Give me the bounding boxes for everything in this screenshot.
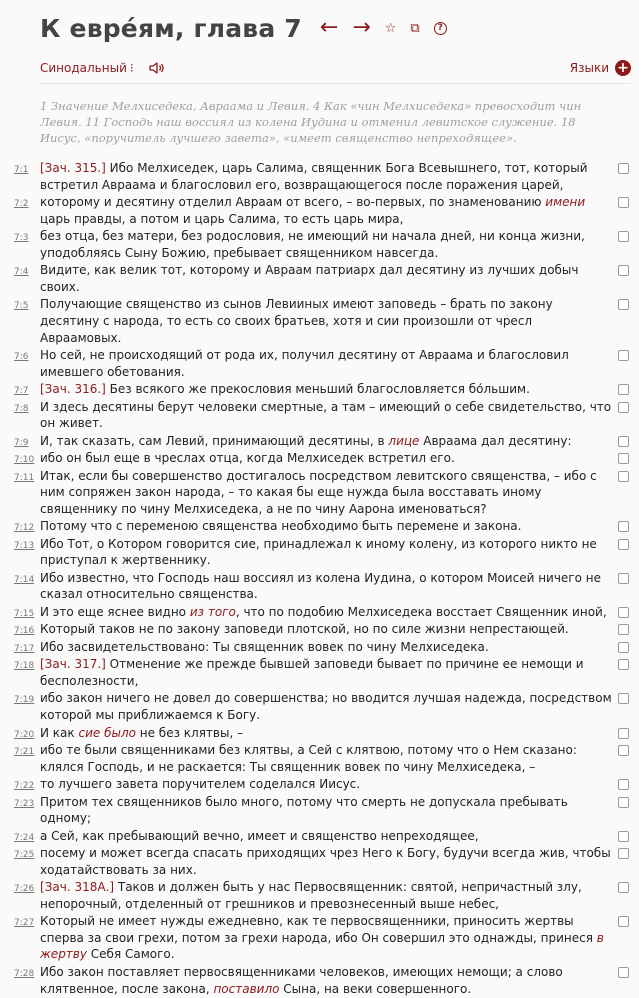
verse-row xyxy=(0,518,639,535)
verse-text-segment: без отца, без матери, без родословия, не имеющий ни начала дней, ни конца жизни, уподобляясь Сыну Божию, пребывает священником навсегда. xyxy=(40,229,585,260)
verse-text xyxy=(40,348,569,379)
verse-row xyxy=(0,570,639,603)
verse-number-link[interactable]: 7:20 xyxy=(14,729,35,740)
verse-row xyxy=(0,913,639,963)
verse-select-checkbox[interactable] xyxy=(618,163,629,174)
verse-number-link[interactable]: 7:27 xyxy=(14,918,35,929)
verse-row xyxy=(0,381,639,398)
chapter-summary: 1 Значение Мелхиседека, Авраама и Левия. 4 Как «чин Мелхиседека» превосходит чин Левия. 11 Господь наш воссиял из колена Иудина и отменил левитское служение. 18 Иисус, «поручитель лучшего завета», «имеет священство непреходящее». xyxy=(40,99,582,145)
verse-select-checkbox[interactable] xyxy=(618,607,629,618)
verse-text xyxy=(40,519,521,533)
verse-number-link[interactable]: 7:12 xyxy=(14,523,35,534)
verse-row xyxy=(0,262,639,295)
verse-select-checkbox[interactable] xyxy=(618,745,629,756)
verse-row xyxy=(0,296,639,346)
verse-select-checkbox[interactable] xyxy=(618,882,629,893)
verse-text xyxy=(40,965,563,996)
bookmark-star-icon[interactable]: ☆ xyxy=(384,20,397,36)
verse-row xyxy=(0,690,639,723)
verse-row xyxy=(0,656,639,689)
verse-number-link[interactable]: 7:22 xyxy=(14,781,35,792)
verse-number-link[interactable]: 7:6 xyxy=(14,351,29,362)
verse-text-segment: Итак, если бы совершенство достигалось посредством левитского священства, – ибо с ним сопряжен закон народа, – то какая бы еще нужда была восставать иному священнику по чину Мелхиседека, а не по чину Аарона именоваться? xyxy=(40,468,597,516)
verse-text xyxy=(40,469,597,516)
verse-row xyxy=(0,347,639,380)
verse-text xyxy=(40,263,579,294)
translation-menu-icon[interactable]: ⁝ xyxy=(129,61,134,75)
verse-text-segment: ибо те были священниками без клятвы, а Сей с клятвою, потому что о Нем сказано: клялся Господь, и не раскается: Ты священник вовек по чину Мелхиседека, – xyxy=(40,743,577,774)
verse-row xyxy=(0,433,639,450)
verse-row xyxy=(0,639,639,656)
verse-row xyxy=(0,160,639,193)
verse-number-link[interactable]: 7:17 xyxy=(14,643,35,654)
verse-select-checkbox[interactable] xyxy=(618,779,629,790)
verse-text xyxy=(40,400,611,431)
verse-text xyxy=(40,622,569,636)
verse-select-checkbox[interactable] xyxy=(618,539,629,550)
verse-text xyxy=(40,691,612,722)
speaker-icon[interactable] xyxy=(148,61,166,75)
verse-number-link[interactable]: 7:10 xyxy=(14,455,35,466)
next-chapter-icon[interactable]: → xyxy=(352,15,371,40)
verse-text-segment: Без всякого же прекословия меньший благословляется бо́льшим. xyxy=(105,382,530,397)
reading-marker: [Зач. 316.] xyxy=(40,382,106,397)
verse-select-checkbox[interactable] xyxy=(618,693,629,704)
verse-row xyxy=(0,468,639,518)
help-icon[interactable]: ? xyxy=(434,22,447,35)
verse-text-segment: Видите, как велик тот, которому и Авраам патриарх дал десятину из лучших добыч своих. xyxy=(40,263,579,294)
reader-toolbar xyxy=(40,58,631,78)
verse-text xyxy=(40,657,584,688)
verse-text xyxy=(40,382,530,396)
verse-number-link[interactable]: 7:13 xyxy=(14,540,35,551)
verse-select-checkbox[interactable] xyxy=(618,624,629,635)
verse-text-segment: И как xyxy=(40,725,79,740)
verse-text xyxy=(40,229,585,260)
verse-text xyxy=(40,829,479,843)
languages-label: Языки xyxy=(569,61,609,75)
verse-text-segment: Но сей, не происходящий от рода их, получил десятину от Авраама и благословил имевшего обетования. xyxy=(40,347,569,379)
verse-row xyxy=(0,845,639,878)
verse-text xyxy=(40,605,607,619)
verse-select-checkbox[interactable] xyxy=(618,797,629,808)
verse-text-segment: И это еще яснее видно xyxy=(40,604,190,619)
verse-text-segment: ибо закон ничего не довел до совершенства; но вводится лучшая надежда, посредством которой мы приближаемся к Богу. xyxy=(40,691,612,723)
verse-number-link[interactable]: 7:1 xyxy=(14,165,29,175)
copy-icon[interactable]: ⧉ xyxy=(410,20,420,36)
verse-select-checkbox[interactable] xyxy=(618,197,629,208)
verse-number-link[interactable]: 7:7 xyxy=(14,386,29,397)
verse-number-link[interactable]: 7:19 xyxy=(14,695,35,706)
verse-text xyxy=(40,726,243,740)
verse-select-checkbox[interactable] xyxy=(618,350,629,361)
verse-text xyxy=(40,451,455,465)
verse-number-link[interactable]: 7:3 xyxy=(14,233,29,244)
verse-text-segment: царь правды, а потом и царь Салима, то есть царь мира, xyxy=(40,211,404,226)
page-title: К евре́ям, глава 7 xyxy=(40,13,302,43)
verse-text xyxy=(40,777,360,791)
verse-number-link[interactable]: 7:26 xyxy=(14,884,35,895)
verse-number-link[interactable]: 7:21 xyxy=(14,747,35,757)
divider xyxy=(40,83,631,84)
verse-text-segment: Который таков не по закону заповеди плотской, но по силе жизни непрестающей. xyxy=(40,622,569,637)
plus-icon: + xyxy=(615,60,631,76)
verse-text xyxy=(40,161,588,192)
verse-row xyxy=(0,742,639,775)
verse-number-link[interactable]: 7:15 xyxy=(14,608,35,619)
verse-text-segment: Себя Самого. xyxy=(86,947,175,962)
verse-text-segment: Ибо известно, что Господь наш воссиял из колена Иудина, о котором Моисей ничего не сказал относительно священства. xyxy=(40,570,601,602)
verse-number-link[interactable]: 7:23 xyxy=(14,798,35,809)
verse-text xyxy=(40,743,577,774)
verse-number-link[interactable]: 7:4 xyxy=(14,267,29,278)
verse-number-link[interactable]: 7:8 xyxy=(14,403,29,414)
verse-select-checkbox[interactable] xyxy=(618,471,629,482)
verse-text-segment: Ибо Тот, о Котором говорится сие, принадлежал к иному колену, из которого никто не приступал к жертвеннику. xyxy=(40,536,597,568)
prev-chapter-icon[interactable]: ← xyxy=(319,15,339,40)
verse-text-segment: И, так сказать, сам Левий, принимающий десятины, в xyxy=(40,433,389,448)
verse-text-segment: И здесь десятины берут человеки смертные, а там – имеющий о себе свидетельство, что он живет. xyxy=(40,399,612,431)
verse-row xyxy=(0,399,639,432)
verse-select-checkbox[interactable] xyxy=(618,967,629,978)
verse-number-link[interactable]: 7:25 xyxy=(14,850,35,861)
verse-number-link[interactable]: 7:24 xyxy=(14,832,35,843)
verse-row xyxy=(0,194,639,227)
verse-number-link[interactable]: 7:5 xyxy=(14,301,29,312)
verse-text xyxy=(40,297,553,344)
verse-text xyxy=(40,571,601,602)
verse-number-link[interactable]: 7:14 xyxy=(14,574,35,585)
verse-number-link[interactable]: 7:11 xyxy=(14,472,35,483)
verse-row xyxy=(0,794,639,827)
verse-text xyxy=(40,195,585,226)
verse-select-checkbox[interactable] xyxy=(618,436,629,447)
reading-marker: [Зач. 315.] xyxy=(40,161,106,175)
verse-text xyxy=(40,795,568,826)
verse-text-segment: , что по подобию Мелхиседека восстает Священник иной, xyxy=(235,604,607,619)
verse-row xyxy=(0,536,639,569)
verse-number-link[interactable]: 7:9 xyxy=(14,437,29,448)
translation-selector[interactable]: Синодальный xyxy=(40,61,127,75)
verse-text-segment: Ибо Мелхиседек, царь Салима, священник Бога Всевышнего, тот, который встретил Авраама и благословил его, возвращающегося после поражения царей, xyxy=(40,161,588,192)
verse-row xyxy=(0,725,639,742)
verse-number-link[interactable]: 7:2 xyxy=(14,199,29,210)
verse-text xyxy=(40,537,597,568)
verse-text-segment: Сына, на веки совершенного. xyxy=(279,981,472,996)
verse-text-segment: которому и десятину отделил Авраам от всего, – во-первых, по знаменованию xyxy=(40,195,546,210)
verse-text xyxy=(40,846,611,877)
verse-text-segment: ибо он был еще в чреслах отца, когда Мелхиседек встретил его. xyxy=(40,451,455,466)
verse-text-segment: Ибо засвидетельствовано: Ты священник вовек по чину Мелхиседека. xyxy=(40,639,489,654)
verse-select-checkbox[interactable] xyxy=(618,848,629,859)
languages-button[interactable] xyxy=(570,60,631,76)
verse-list xyxy=(0,160,639,998)
verse-select-checkbox[interactable] xyxy=(618,402,629,413)
verse-select-checkbox[interactable] xyxy=(618,831,629,842)
inserted-word: лице xyxy=(388,433,420,448)
verse-text-segment: Таков и должен быть у нас Первосвященник: святой, непричастный злу, непорочный, отделенный от грешников и превознесенный выше небес, xyxy=(40,880,582,911)
verse-text-segment: Авраама дал десятину: xyxy=(419,433,572,448)
inserted-word: из того xyxy=(189,604,236,619)
verse-text-segment: Ибо закон поставляет первосвященниками человеков, имеющих немощи; а слово клятвенное, после закона, xyxy=(40,964,563,996)
verse-row xyxy=(0,828,639,845)
verse-row xyxy=(0,964,639,997)
verse-row xyxy=(0,879,639,912)
verse-select-checkbox[interactable] xyxy=(618,265,629,276)
reading-marker: [Зач. 318А.] xyxy=(40,880,115,895)
verse-row xyxy=(0,776,639,793)
verse-text xyxy=(40,434,572,448)
verse-text-segment: не без клятвы, – xyxy=(135,725,244,740)
inserted-word: сие было xyxy=(78,725,136,740)
verse-text xyxy=(40,640,489,654)
verse-select-checkbox[interactable] xyxy=(618,659,629,670)
verse-text-segment: Отменение же прежде бывшей заповеди бывает по причине ее немощи и бесполезности, xyxy=(40,657,584,688)
verse-select-checkbox[interactable] xyxy=(618,642,629,653)
verse-row xyxy=(0,621,639,638)
verse-text xyxy=(40,914,604,961)
verse-number-link[interactable]: 7:28 xyxy=(14,968,35,979)
verse-text-segment: Потому что с переменою священства необходимо быть перемене и закона. xyxy=(40,519,522,534)
verse-number-link[interactable]: 7:18 xyxy=(14,661,35,672)
verse-select-checkbox[interactable] xyxy=(618,728,629,739)
verse-row xyxy=(0,228,639,261)
verse-text xyxy=(40,880,582,911)
verse-text-segment: Который не имеет нужды ежедневно, как те первосвященники, приносить жертвы сперва за свои грехи, потом за грехи народа, ибо Он совершил это однажды, принеся xyxy=(40,914,597,945)
inserted-word: поставило xyxy=(213,981,280,996)
verse-select-checkbox[interactable] xyxy=(618,916,629,927)
verse-text-segment: то лучшего завета поручителем соделался Иисус. xyxy=(40,777,361,792)
reading-marker: [Зач. 317.] xyxy=(40,657,106,672)
verse-select-checkbox[interactable] xyxy=(618,384,629,395)
verse-select-checkbox[interactable] xyxy=(618,573,629,584)
verse-text-segment: Получающие священство из сынов Левииных имеют заповедь – брать по закону десятину с народа, то есть со своих братьев, хотя и сии произошли от чресл Авраамовых. xyxy=(40,297,553,345)
verse-row xyxy=(0,604,639,621)
verse-select-checkbox[interactable] xyxy=(618,453,629,464)
verse-row xyxy=(0,450,639,467)
verse-text-segment: Притом тех священников было много, потому что смерть не допускала пребывать одному; xyxy=(40,794,568,826)
chapter-header xyxy=(40,10,447,46)
verse-select-checkbox[interactable] xyxy=(618,521,629,532)
inserted-word: в жертву xyxy=(40,930,604,962)
verse-text-segment: посему и может всегда спасать приходящих чрез Него к Богу, будучи всегда жив, чтобы ходатайствовать за них. xyxy=(40,846,611,877)
verse-number-link[interactable]: 7:16 xyxy=(14,626,35,637)
verse-select-checkbox[interactable] xyxy=(618,231,629,242)
inserted-word: имени xyxy=(545,195,586,210)
verse-select-checkbox[interactable] xyxy=(618,299,629,310)
verse-text-segment: а Сей, как пребывающий вечно, имеет и священство непреходящее, xyxy=(40,828,479,843)
